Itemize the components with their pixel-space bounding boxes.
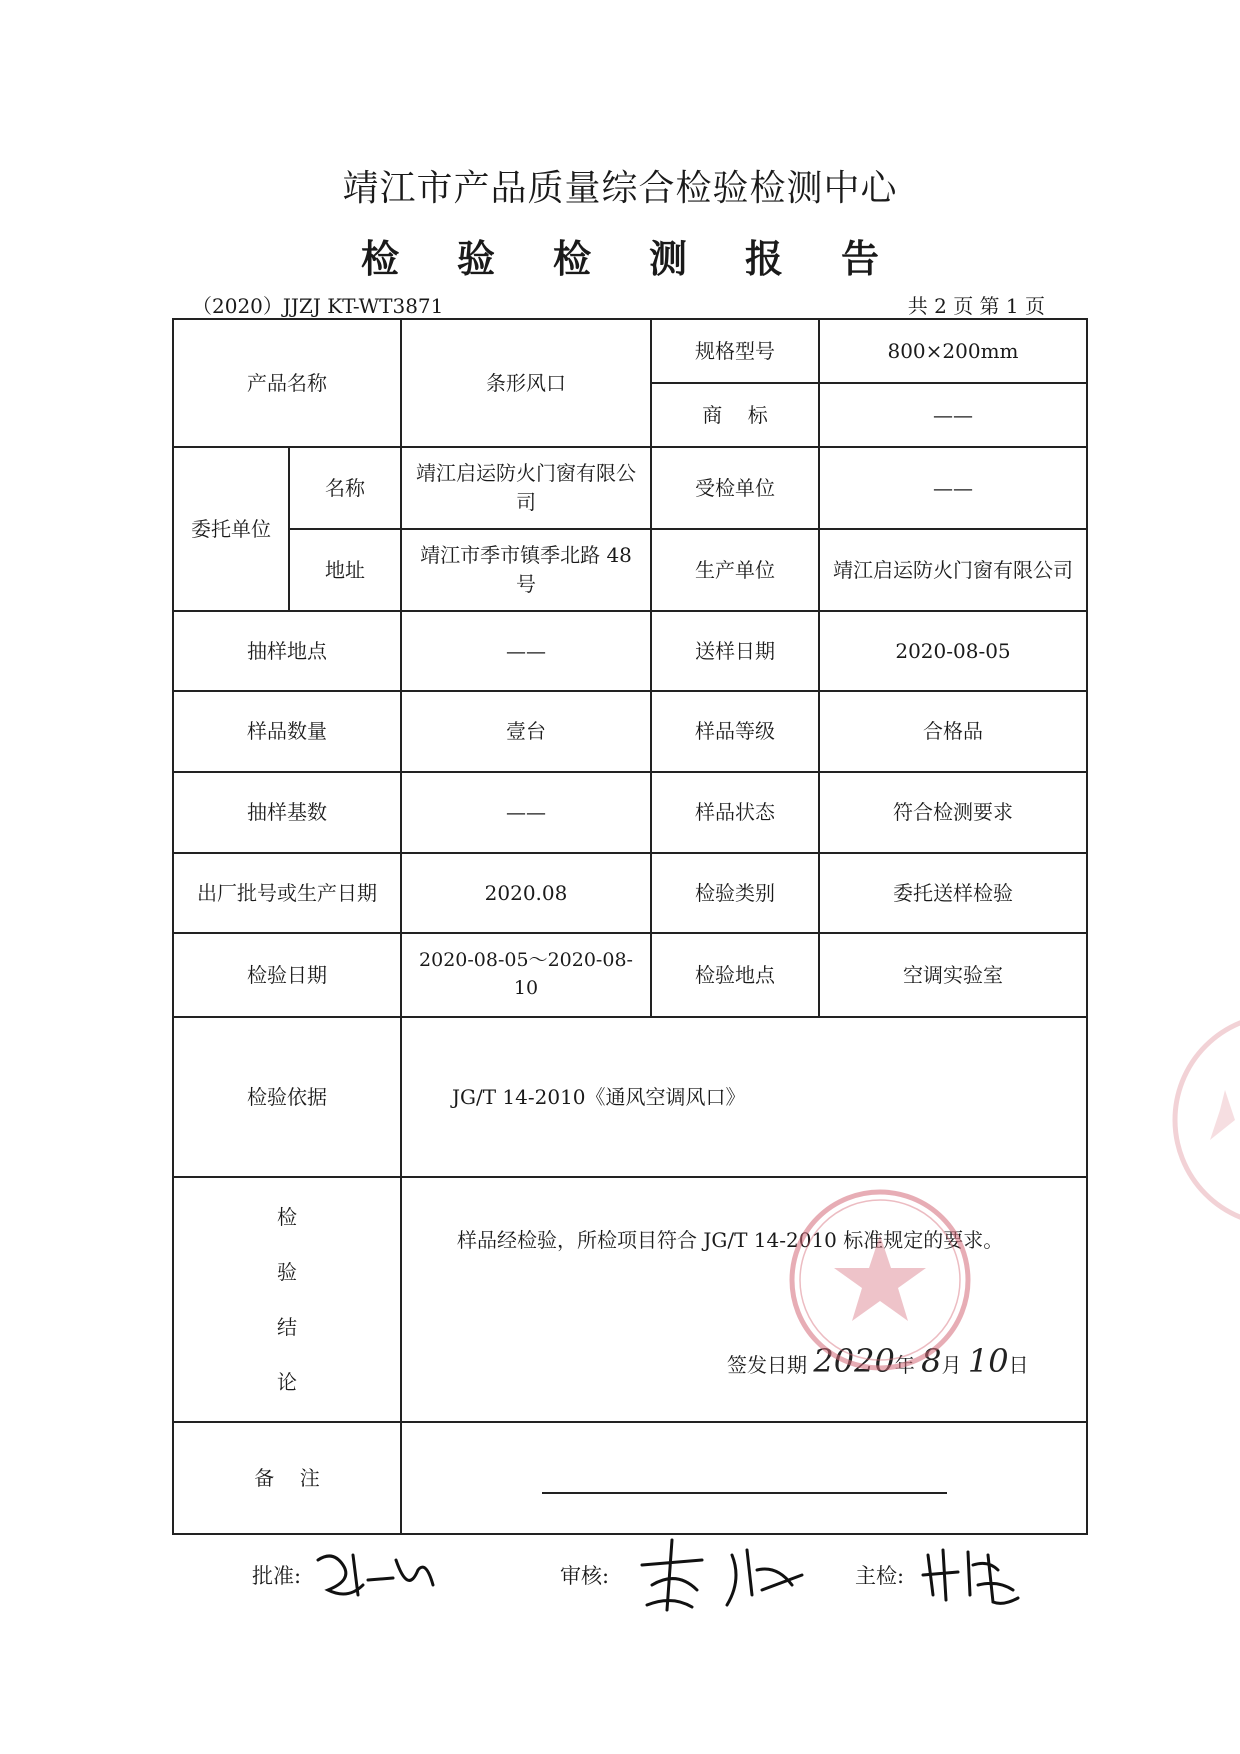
review-label: 审核:: [560, 1564, 610, 1588]
sample-state-label: 样品状态: [651, 772, 819, 853]
delivery-date-value: 2020-08-05: [819, 611, 1087, 691]
test-type-label: 检验类别: [651, 853, 819, 933]
page-info: 共 2 页 第 1 页: [907, 294, 1045, 318]
organization-name: 靖江市产品质量综合检验检测中心: [342, 168, 898, 209]
spec-label: 规格型号: [651, 319, 819, 383]
issue-year-unit: 年: [894, 1353, 915, 1377]
product-name-label: 产品名称: [173, 319, 401, 447]
client-label: 委托单位: [173, 447, 289, 611]
approve-signature: [308, 1540, 438, 1610]
client-address-value: 靖江市季市镇季北路 48 号: [401, 529, 651, 611]
trademark-value: ——: [819, 383, 1087, 447]
test-date-value: 2020-08-05～2020-08-10: [401, 933, 651, 1017]
client-name-value: 靖江启运防火门窗有限公司: [401, 447, 651, 529]
delivery-date-label: 送样日期: [651, 611, 819, 691]
producer-label: 生产单位: [651, 529, 819, 611]
conclusion-text: 样品经检验，所检项目符合 JG/T 14-2010 标准规定的要求。: [457, 1228, 1004, 1252]
conclusion-char-4: 论: [277, 1369, 297, 1394]
report-number: （2020）JJZJ KT-WT3871: [192, 294, 444, 318]
test-place-label: 检验地点: [651, 933, 819, 1017]
approve-label: 批准:: [252, 1564, 302, 1588]
issue-year: 2020: [813, 1342, 895, 1380]
conclusion-label: [173, 1177, 401, 1422]
report-title: 检验检测报告: [360, 236, 937, 281]
product-name-value: 条形风口: [401, 319, 651, 447]
sampling-base-label: 抽样基数: [173, 772, 401, 853]
sampling-base-value: ——: [401, 772, 651, 853]
spec-value: 800×200mm: [819, 319, 1087, 383]
edge-seal: [1170, 990, 1240, 1250]
conclusion-char-2: 验: [277, 1259, 297, 1284]
sample-state-value: 符合检测要求: [819, 772, 1087, 853]
inspection-seal: [780, 1180, 980, 1380]
issue-date-label: 签发日期: [727, 1353, 807, 1377]
client-name-label: 名称: [289, 447, 401, 529]
client-address-label: 地址: [289, 529, 401, 611]
test-place-value: 空调实验室: [819, 933, 1087, 1017]
conclusion-char-3: 结: [277, 1314, 297, 1339]
inspector-signature: [918, 1540, 1028, 1610]
conclusion-char-1: 检: [277, 1204, 297, 1229]
sampling-place-label: 抽样地点: [173, 611, 401, 691]
inspected-unit-value: ——: [819, 447, 1087, 529]
sample-grade-label: 样品等级: [651, 691, 819, 772]
producer-value: 靖江启运防火门窗有限公司: [819, 529, 1087, 611]
remark-line: [542, 1462, 947, 1494]
sample-qty-label: 样品数量: [173, 691, 401, 772]
basis-value: JG/T 14-2010《通风空调风口》: [401, 1017, 1087, 1177]
issue-month-unit: 月: [941, 1353, 962, 1377]
issue-day-unit: 日: [1008, 1353, 1029, 1377]
sample-qty-value: 壹台: [401, 691, 651, 772]
conclusion-cell: [401, 1177, 1087, 1422]
issue-month: 8: [921, 1342, 942, 1380]
trademark-label: 商 标: [651, 383, 819, 447]
remark-label: 备 注: [173, 1422, 401, 1534]
sample-grade-value: 合格品: [819, 691, 1087, 772]
batch-label: 出厂批号或生产日期: [173, 853, 401, 933]
basis-label: 检验依据: [173, 1017, 401, 1177]
review-signature: [632, 1535, 812, 1615]
test-date-label: 检验日期: [173, 933, 401, 1017]
test-type-value: 委托送样检验: [819, 853, 1087, 933]
issue-day: 10: [967, 1342, 1009, 1380]
batch-value: 2020.08: [401, 853, 651, 933]
sampling-place-value: ——: [401, 611, 651, 691]
remark-value: [401, 1422, 1087, 1534]
inspector-label: 主检:: [855, 1564, 905, 1588]
inspected-unit-label: 受检单位: [651, 447, 819, 529]
